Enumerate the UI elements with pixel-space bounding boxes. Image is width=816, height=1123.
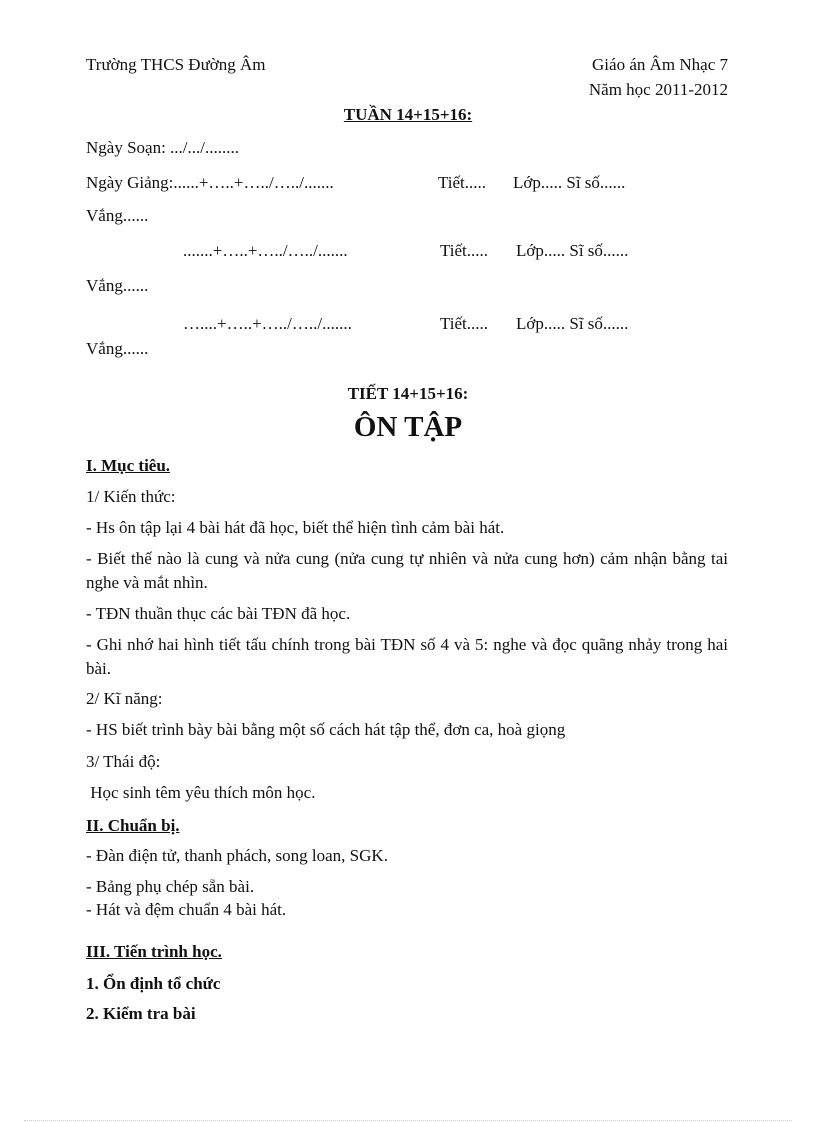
preparation-item-3: - Hát và đệm chuẩn 4 bài hát. <box>86 900 287 919</box>
lesson-period: TIẾT 14+15+16: <box>347 384 469 403</box>
week-title: TUẦN 14+15+16: <box>343 105 473 124</box>
section-preparation-heading: II. Chuẩn bị. <box>86 816 180 835</box>
prep-date: Ngày Soạn: .../.../........ <box>86 138 239 157</box>
knowledge-item-2: - Biết thế nào là cung và nửa cung (nửa cung tự nhiên và nửa cung hơn) cảm nhận bằng tai nghe và mắt nhìn. <box>86 549 728 592</box>
skill-item-1: - HS biết trình bày bài bằng một số cách hát tập thể, đơn ca, hoà giọng <box>86 720 566 739</box>
absent-3: Vắng...... <box>86 339 149 358</box>
attitude-label: 3/ Thái độ: <box>86 752 161 771</box>
period-1: Tiết..... <box>438 173 487 192</box>
teach-date-1: Ngày Giảng:......+…..+…../…../....... <box>86 173 334 192</box>
class-size-1: Lớp..... Sĩ số...... <box>513 173 626 192</box>
skill-label: 2/ Kĩ năng: <box>86 689 163 708</box>
period-2: Tiết..... <box>440 241 489 260</box>
knowledge-item-3: - TĐN thuần thục các bài TĐN đã học. <box>86 604 351 623</box>
teach-date-3: …....+…..+…../…../....... <box>183 314 352 333</box>
absent-2: Vắng...... <box>86 276 149 295</box>
procedure-step-1: 1. Ổn định tổ chức <box>86 974 221 993</box>
knowledge-item-1: - Hs ôn tập lại 4 bài hát đã học, biết thể hiện tình cảm bài hát. <box>86 518 505 537</box>
preparation-item-1: - Đàn điện tử, thanh phách, song loan, SGK. <box>86 846 388 865</box>
attitude-item-1: Học sinh têm yêu thích môn học. <box>86 783 316 802</box>
section-objectives-heading: I. Mục tiêu. <box>86 456 171 475</box>
section-procedure-heading: III. Tiến trình học. <box>86 942 222 961</box>
knowledge-label: 1/ Kiến thức: <box>86 487 176 506</box>
school-name: Trường THCS Đường Âm <box>86 55 266 74</box>
school-year: Năm học 2011-2012 <box>588 80 728 99</box>
document-title: Giáo án Âm Nhạc 7 <box>592 55 728 74</box>
period-3: Tiết..... <box>440 314 489 333</box>
preparation-item-2: - Bảng phụ chép sẵn bài. <box>86 877 255 896</box>
lesson-title: ÔN TẬP <box>353 411 463 443</box>
absent-1: Vắng...... <box>86 206 149 225</box>
knowledge-item-4: - Ghi nhớ hai hình tiết tấu chính trong bài TĐN số 4 và 5: nghe và đọc quãng nhảy trong hai bài. <box>86 635 728 678</box>
page-bottom-divider <box>24 1120 792 1121</box>
procedure-step-2: 2. Kiểm tra bài <box>86 1004 196 1023</box>
teach-date-2: .......+…..+…../…../....... <box>183 241 348 260</box>
class-size-2: Lớp..... Sĩ số...... <box>516 241 629 260</box>
class-size-3: Lớp..... Sĩ số...... <box>516 314 629 333</box>
